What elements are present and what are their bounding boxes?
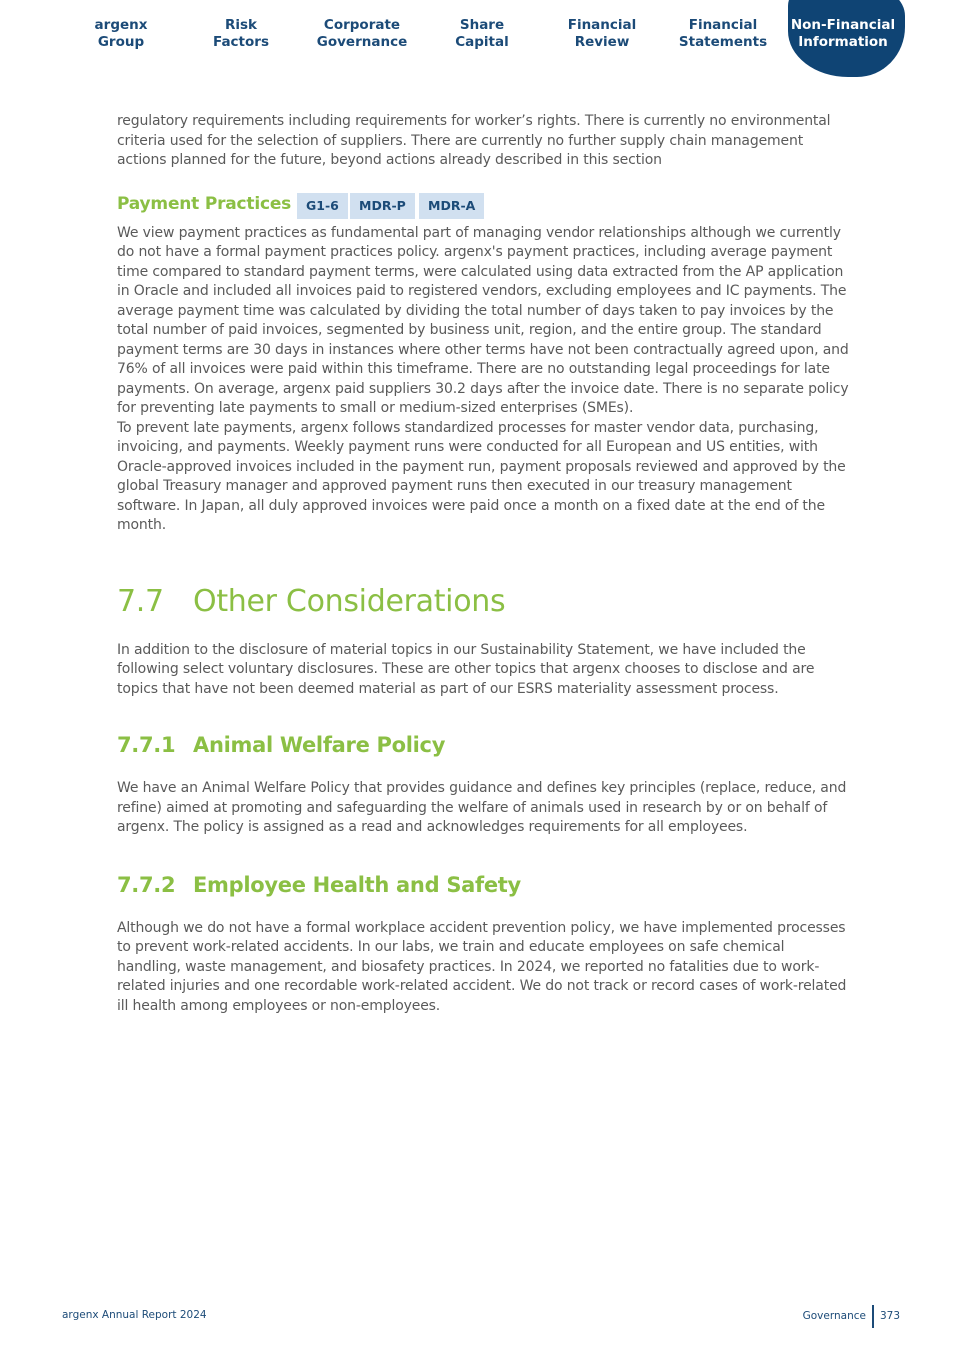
top-navigation [0,0,964,80]
section-title: Other Considerations [193,583,506,619]
subsection-title: Employee Health and Safety [193,872,521,897]
tag-mdr-p[interactable]: MDR-P [350,193,415,219]
nav-label-line1: argenx [94,17,148,33]
nav-label-line1: Corporate [323,17,401,33]
nav-label-line2: Statements [678,34,768,50]
nav-item-financial-statements[interactable] [663,17,783,51]
nav-item-non-financial-information[interactable] [783,17,903,51]
section-heading-other-considerations [117,578,852,626]
subsection-number: 7.7.1 [117,733,176,757]
tag-g1-6[interactable]: G1-6 [297,193,348,219]
nav-item-financial-review[interactable] [542,17,662,51]
page-content [117,112,852,1016]
nav-label-line2: Review [574,34,630,50]
payment-practices-header [117,193,852,221]
nav-label-line1: Financial [688,17,758,33]
footer-report-title: argenx Annual Report 2024 [62,1309,207,1321]
section-number: 7.7 [117,583,164,619]
nav-label-line2: Capital [455,34,509,50]
nav-item-risk-factors[interactable] [181,17,301,51]
subsection-heading-animal-welfare [117,725,852,765]
other-considerations-paragraph: In addition to the disclosure of material topics in our Sustainability Statement, we have included the following select voluntary disclosures. These are other topics that argenx chooses to disclose and are topics that have not been deemed material as part of our ESRS materiality assessment process. [117,641,815,697]
animal-welfare-paragraph: We have an Animal Welfare Policy that provides guidance and defines key principles (replace, reduce, and refine) aimed at promoting and safeguarding the welfare of animals used in research by or on behalf of argenx. The policy is assigned as a read and acknowledges requirements for all employees. [117,780,847,835]
subsection-title: Animal Welfare Policy [193,733,446,757]
nav-label-line1: Non-Financial [790,17,896,33]
footer-divider [872,1305,874,1328]
nav-label-line2: Governance [316,34,408,50]
health-safety-paragraph: Although we do not have a formal workplace accident prevention policy, we have implemented processes to prevent work-related accidents. In our labs, we train and educate employees on safe chemical handling, waste management, and biosafety practices. In 2024, we reported no fatalities due to work-related injuries and one recordable work-related accident. We do not track or record cases of work-related ill health among employees or non-employees. [117,919,847,1014]
nav-label-line1: Financial [567,17,637,33]
footer-page-number: 373 [879,1310,900,1322]
nav-item-share-capital[interactable] [422,17,542,51]
intro-paragraph: regulatory requirements including requirements for worker’s rights. There is currently no environmental criteria used for the selection of suppliers. There are currently no further supply chain management actions planned for the future, beyond actions already described in this section [117,113,831,168]
payment-practices-title: Payment Practices [117,193,292,214]
nav-label-line1: Share [459,17,505,33]
subsection-heading-health-safety [117,865,852,905]
nav-item-corporate-governance[interactable] [302,17,422,51]
nav-label-line2: Group [97,34,145,50]
tag-mdr-a[interactable]: MDR-A [419,193,484,219]
nav-label-line2: Information [798,34,888,50]
nav-label-line1: Risk [224,17,258,33]
payment-practices-paragraph-1: We view payment practices as fundamental part of managing vendor relationships although we currently do not have a formal payment practices policy. argenx's payment practices, including average payment time compared to standard payment terms, were calculated using data extracted from the AP application in Oracle and included all invoices paid to registered vendors, excluding employees and IC payments. The average payment time was calculated by dividing the total number of days taken to pay invoices by the total number of paid invoices, segmented by business unit, region, and the entire group. The standard payment terms are 30 days in instances where other terms have not been contractually agreed upon, and 76% of all invoices were paid within this timeframe. There are no outstanding legal proceedings for late payments. On average, argenx paid suppliers 30.2 days after the invoice date. There is no separate policy for preventing late payments to small or medium-sized enterprises (SMEs). [117,224,849,416]
nav-label-line2: Factors [213,34,269,50]
nav-item-argenx-group[interactable] [61,17,181,51]
payment-practices-paragraph-2: To prevent late payments, argenx follows standardized processes for master vendor data, purchasing, invoicing, and payments. Weekly payment runs were conducted for all European and US entities, with Oracle-approved invoices included in the payment run, payment proposals reviewed and approved by the global Treasury manager and approved payment runs then executed in our treasury management software. In Japan, all duly approved invoices were paid once a month on a fixed date at the end of the month. [117,419,846,533]
subsection-number: 7.7.2 [117,872,176,897]
footer-section-label: Governance [802,1310,866,1322]
footer-page-info [803,1304,900,1328]
